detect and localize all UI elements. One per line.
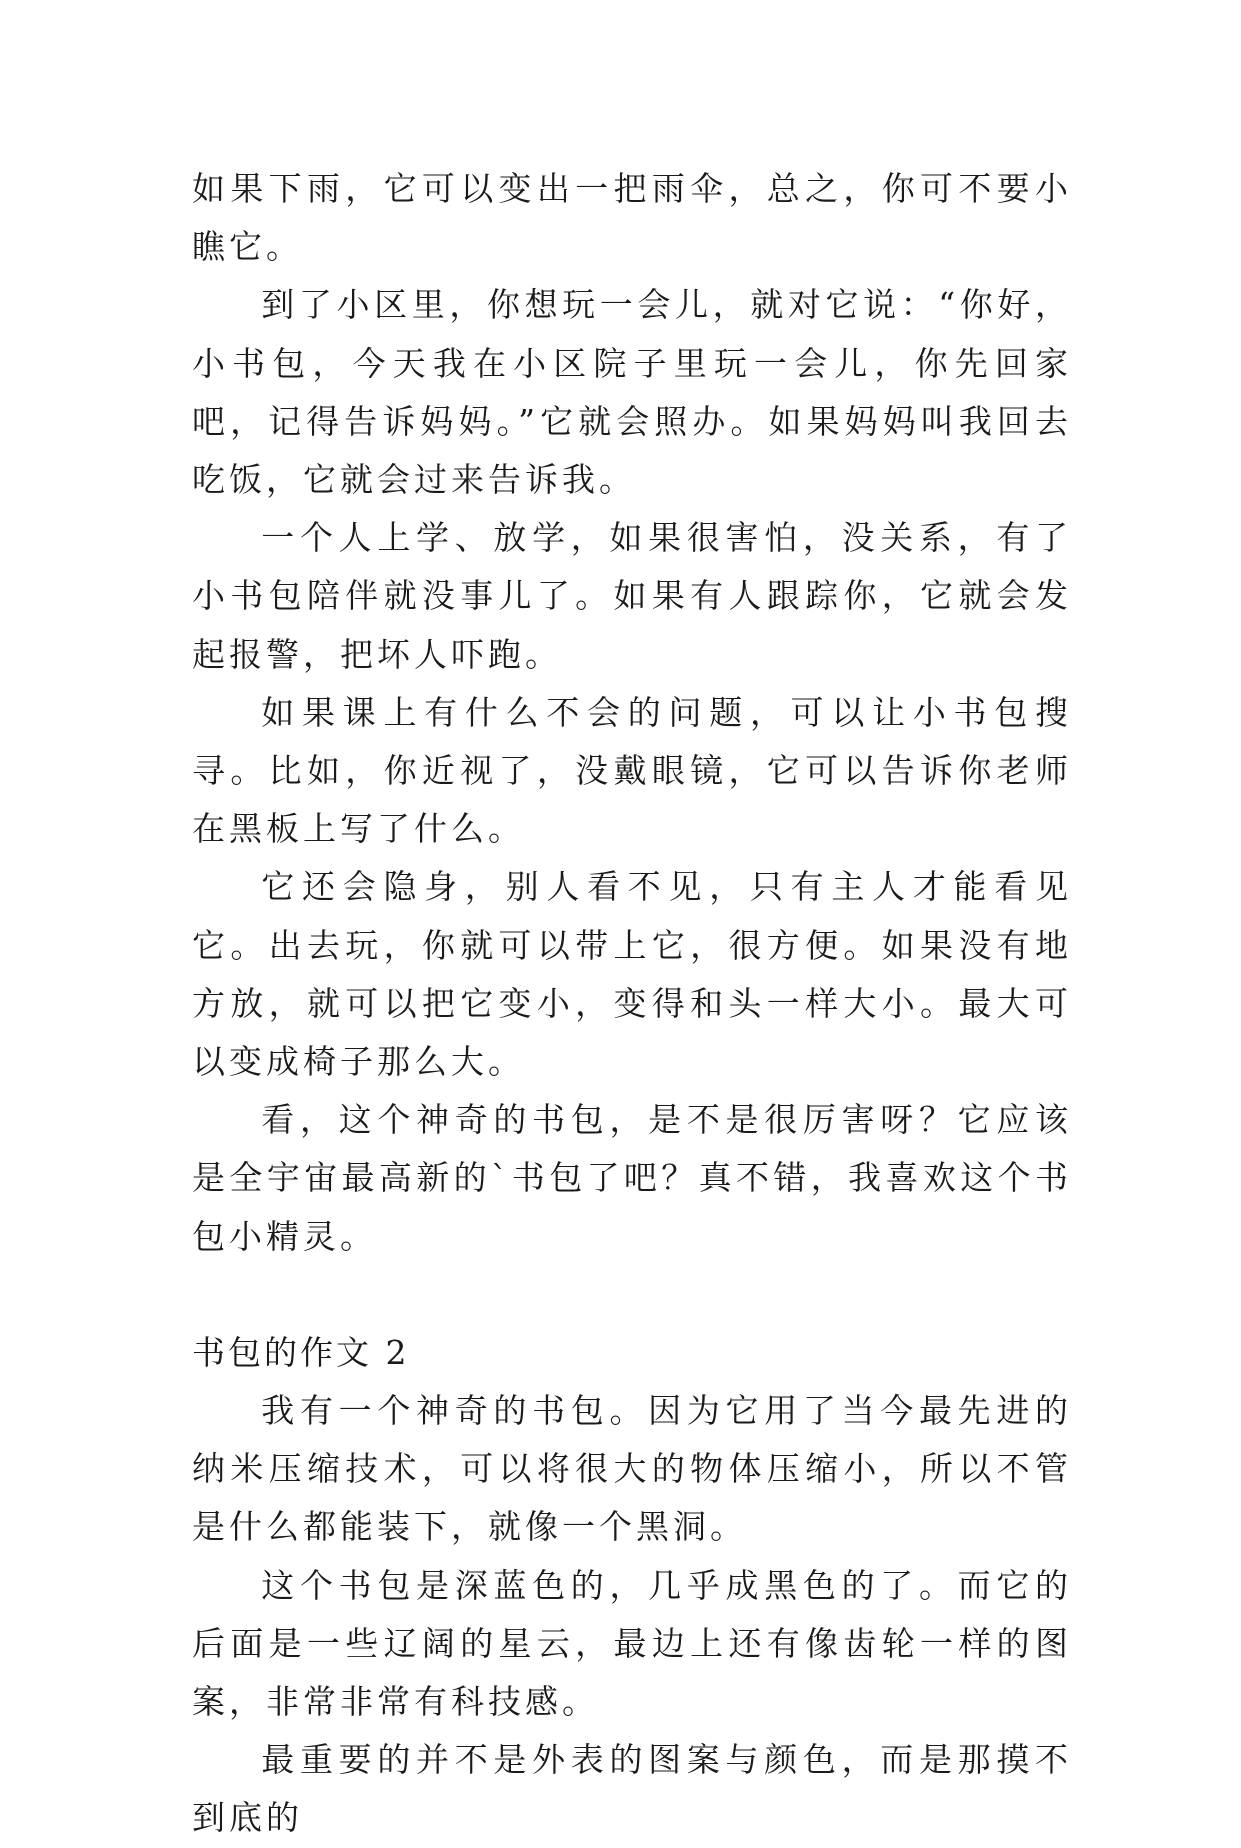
- section-title: 书包的作文 2: [192, 1332, 410, 1372]
- paragraph: 一个人上学、放学，如果很害怕，没关系，有了小书包陪伴就没事儿了。如果有人跟踪你，它就会发起报警，把坏人吓跑。: [192, 518, 1072, 674]
- paragraph: 这个书包是深蓝色的，几乎成黑色的了。而它的后面是一些辽阔的星云，最边上还有像齿轮一样的图案，非常非常有科技感。: [192, 1565, 1072, 1722]
- paragraph: 我有一个神奇的书包。因为它用了当今最先进的纳米压缩技术，可以将很大的物体压缩小，所以不管是什么都能装下，就像一个黑洞。: [192, 1391, 1072, 1547]
- paragraph: 如果课上有什么不会的问题，可以让小书包搜寻。比如，你近视了，没戴眼镜，它可以告诉你老师在黑板上写了什么。: [192, 692, 1072, 849]
- paragraph-continued: 如果下雨，它可以变出一把雨伞，总之，你可不要小瞧它。: [192, 169, 1072, 267]
- document-body: [192, 160, 1072, 1848]
- paragraph: 到了小区里，你想玩一会儿，就对它说：“你好，小书包，今天我在小区院子里玩一会儿，你先回家吧，记得告诉妈妈。”它就会照办。如果妈妈叫我回去吃饭，它就会过来告诉我。: [192, 285, 1072, 500]
- paragraph: 它还会隐身，别人看不见，只有主人才能看见它。出去玩，你就可以带上它，很方便。如果没有地方放，就可以把它变小，变得和头一样大小。最大可以变成椅子那么大。: [192, 867, 1072, 1082]
- paragraph: 看，这个神奇的书包，是不是很厉害呀？它应该是全宇宙最高新的`书包了吧？真不错，我喜欢这个书包小精灵。: [192, 1100, 1072, 1256]
- paragraph: 最重要的并不是外表的图案与颜色，而是那摸不到底的: [192, 1740, 1072, 1838]
